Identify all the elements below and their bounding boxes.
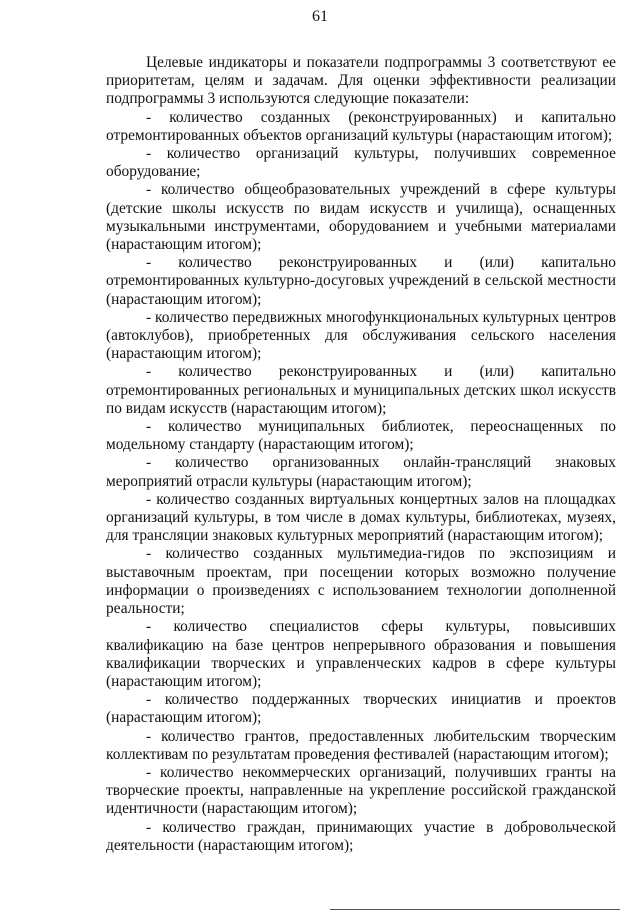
page-bottom-rule [330,909,620,910]
indicator-item-6: - количество реконструированных и (или) капитально отремонтированных региональных и муниципальных детских школ искусств по видам искусств (нарастающим итогом); [106,363,616,417]
page-number: 61 [312,8,328,25]
indicator-item-9: - количество созданных виртуальных концертных залов на площадках организаций культуры, в том числе в домах культуры, библиотеках, музеях, для трансляции знаковых культурных мероприятий (нарастающим итогом); [106,490,616,545]
indicator-item-12: - количество поддержанных творческих инициатив и проектов (нарастающим итогом); [106,691,616,727]
indicator-item-1: - количество созданных (реконструированных) и капитально отремонтированных объектов организаций культуры (нарастающим итогом); [106,108,616,144]
indicator-item-13: - количество грантов, предоставленных любительским творческим коллективам по результатам проведения фестивалей (нарастающим итогом); [106,727,616,763]
indicator-item-14: - количество некоммерческих организаций, получивших гранты на творческие проекты, направленные на укрепление российской гражданской идентичности (нарастающим итогом); [106,763,616,818]
indicator-item-5: - количество передвижных многофункциональных культурных центров (автоклубов), приобретенных для обслуживания сельского населения (нарастающим итогом); [106,308,616,363]
indicator-item-3: - количество общеобразовательных учреждений в сфере культуры (детские школы искусств по видам искусств и училища), оснащенных музыкальными инструментами, оборудованием и учебными материалами (нарастающим итогом); [106,181,616,254]
indicator-item-2: - количество организаций культуры, получивших современное оборудование; [106,145,616,181]
indicator-item-10: - количество созданных мультимедиа-гидов по экспозициям и выставочным проектам, при посещении которых возможно получение информации о произведениях с использованием технологии дополненной реальности; [106,545,616,618]
indicator-item-8: - количество организованных онлайн-трансляций знаковых мероприятий отрасли культуры (нарастающим итогом); [106,454,616,490]
intro-paragraph: Целевые индикаторы и показатели подпрограммы 3 соответствуют ее приоритетам, целям и задачам. Для оценки эффективности реализации подпрограммы 3 используются следующие показатели: [106,54,616,108]
indicator-item-15: - количество граждан, принимающих участие в добровольческой деятельности (нарастающим итогом); [106,818,616,854]
document-body [106,54,616,855]
indicator-item-4: - количество реконструированных и (или) капитально отремонтированных культурно-досуговых учреждений в сельской местности (нарастающим итогом); [106,254,616,308]
indicator-item-7: - количество муниципальных библиотек, переоснащенных по модельному стандарту (нарастающим итогом); [106,418,616,454]
indicator-item-11: - количество специалистов сферы культуры, повысивших квалификацию на базе центров непрерывного образования и повышения квалификации творческих и управленческих кадров в сфере культуры (нарастающим итогом); [106,618,616,690]
